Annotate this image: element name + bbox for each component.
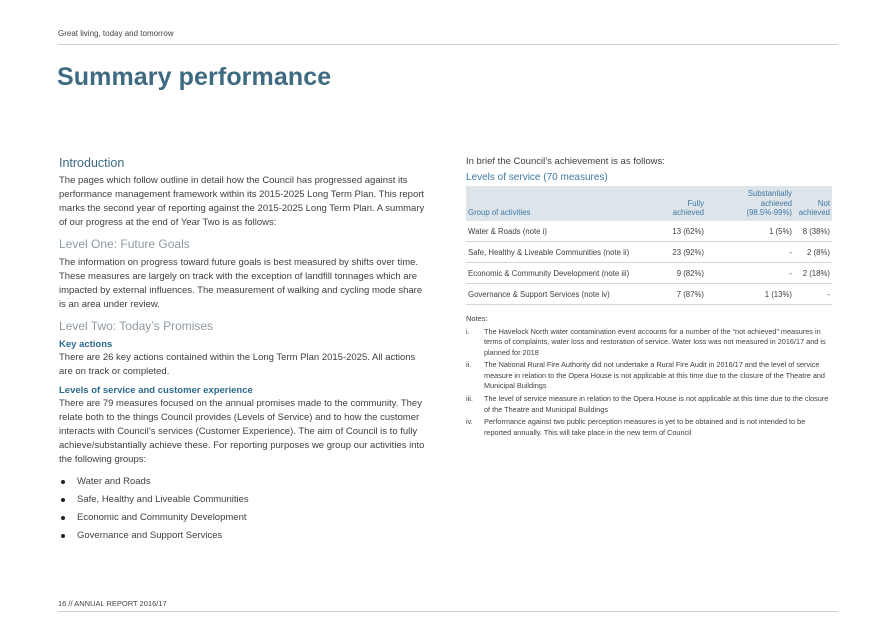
notes-label: Notes:: [466, 313, 488, 323]
cell-not: -: [794, 283, 832, 304]
cell-group: Water & Roads (note i): [466, 221, 644, 242]
key-actions-heading: Key actions: [59, 339, 113, 350]
left-column: [59, 156, 431, 545]
page-title: Summary performance: [57, 63, 332, 91]
bullet-icon: [61, 534, 65, 538]
cell-fully: 9 (82%): [644, 262, 706, 283]
column-header-fully: Fully achieved: [644, 186, 706, 221]
introduction-heading: Introduction: [59, 156, 125, 170]
table-title: Levels of service (70 measures): [466, 172, 608, 183]
cell-substantially: 1 (5%): [706, 221, 794, 242]
right-column: [466, 156, 832, 440]
note-item: ii. The National Rural Fire Authority did not undertake a Rural Fire Audit in 2016/17 and the level of service measure in relation to the Opera House is not applicable at this time due to the closure of the Theatre and Municipal Buildings: [466, 360, 825, 391]
header-tagline: Great living, today and tomorrow: [58, 29, 174, 38]
cell-substantially: 1 (13%): [706, 283, 794, 304]
levels-of-service-text: There are 79 measures focused on the annual promises made to the community. They relate both to the things Council provides (Levels of Service) and to how the customer interacts with Council’s services (Customer Experience). The aim of Council is to fully achieve/substantially achieve these. For reporting purposes we group our activities into the following groups:: [59, 398, 425, 465]
bullet-icon: [61, 480, 65, 484]
levels-of-service-table: [466, 186, 832, 305]
header-divider: [58, 44, 838, 45]
footer-page-label: 16 // ANNUAL REPORT 2016/17: [58, 599, 167, 608]
table-row: [466, 262, 832, 283]
cell-substantially: -: [706, 241, 794, 262]
list-item: Safe, Healthy and Liveable Communities: [59, 491, 431, 509]
key-actions-text: There are 26 key actions contained within the Long Term Plan 2015-2025. All actions are on track or completed.: [59, 352, 416, 377]
bullet-icon: [61, 498, 65, 502]
levels-of-service-heading: Levels of service and customer experience: [59, 385, 253, 396]
column-header-substantially: Substantially achieved (98.5%-99%): [706, 186, 794, 221]
list-item: Water and Roads: [59, 473, 431, 491]
note-item: iii. The level of service measure in relation to the Opera House is not applicable at this time due to the closure of the Theatre and Municipal Buildings: [466, 394, 829, 414]
column-header-not: Not achieved: [794, 186, 832, 221]
bullet-icon: [61, 516, 65, 520]
table-header-row: [466, 186, 832, 221]
level-two-heading: Level Two: Today’s Promises: [59, 319, 214, 333]
cell-group: Economic & Community Development (note iii): [466, 262, 644, 283]
activity-groups-list: [59, 473, 431, 545]
level-one-heading: Level One: Future Goals: [59, 237, 190, 251]
achievement-intro: In brief the Council’s achievement is as follows:: [466, 156, 665, 167]
cell-group: Safe, Healthy & Liveable Communities (note ii): [466, 241, 644, 262]
cell-substantially: -: [706, 262, 794, 283]
introduction-text: The pages which follow outline in detail how the Council has progressed against its performance management framework within its 2015-2025 Long Term Plan. This report marks the second year of reporting against the 2015-2025 Long Term Plan. A summary of our progress at the end of Year Two is as follows:: [59, 175, 425, 228]
cell-fully: 7 (87%): [644, 283, 706, 304]
column-header-group: Group of activities: [466, 186, 644, 221]
footer-divider: [58, 611, 838, 612]
table-row: [466, 221, 832, 242]
note-item: iv. Performance against two public perception measures is yet to be obtained and is not intended to be reported annually. This will take place in the new term of Council: [466, 417, 806, 437]
table-row: [466, 241, 832, 262]
cell-fully: 23 (92%): [644, 241, 706, 262]
list-item: Governance and Support Services: [59, 527, 431, 545]
cell-not: 2 (18%): [794, 262, 832, 283]
cell-group: Governance & Support Services (note iv): [466, 283, 644, 304]
table-row: [466, 283, 832, 304]
level-one-text: The information on progress toward future goals is best measured by shifts over time. These measures are largely on track with the exception of landfill tonnages which are impacted by external influences. The measurement of walking and cycling mode share is an area under review.: [59, 257, 423, 310]
list-item: Economic and Community Development: [59, 509, 431, 527]
notes-list: [466, 327, 832, 439]
note-item: i. The Havelock North water contamination event accounts for a number of the “not achieved” measures in terms of complaints, water loss and restoration of service. Water loss was not measured in 2016/17 and is planned for 2018: [466, 326, 826, 357]
cell-not: 2 (8%): [794, 241, 832, 262]
cell-not: 8 (38%): [794, 221, 832, 242]
cell-fully: 13 (62%): [644, 221, 706, 242]
